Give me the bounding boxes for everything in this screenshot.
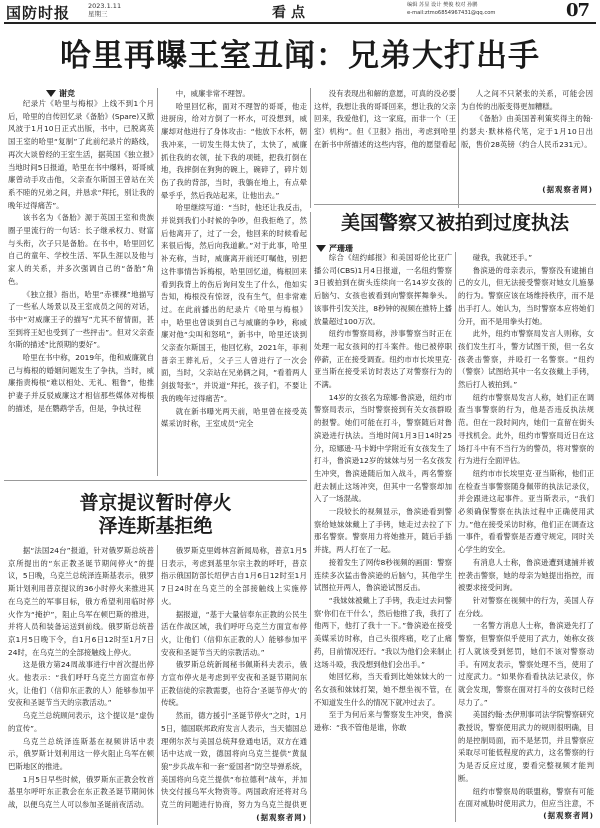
paragraph: 接着发生了网传8秒视频的画面：警察连续多次猛击鲁滨逊的后脑勺，其他学生试图拉开两人，鲁滨逊试图反击。 [314, 557, 452, 593]
paragraph: 哈里在书中称，2019年，他和威廉就自己与梅根的婚姻问题发生了争执，当时，威廉指责梅根“难以相处、无礼、粗鲁”，他推护妻子并反驳威廉这才相信那些媒体对梅根的描述，是在鹦鹉学舌，但是，争执过程 [8, 353, 154, 413]
article3-column-1 [8, 545, 154, 825]
section-divider [314, 204, 596, 205]
article3-headline-line1: 普京提议暂时停火 [79, 492, 232, 514]
article2-headline: 美国警察又被拍到过度执法 [340, 212, 569, 234]
issue-weekday: 星期三 [88, 10, 108, 18]
paragraph: 综合《纽约邮报》和美国哥伦比亚广播公司(CBS)1月4日报道，一名纽约警察3日被拍到在街头连续向一名14岁女孩的后脑勺、女孩也被看到向警察挥舞拳头。该事件引发关注，8秒钟的视频在推特上播放量超过100万次。 [314, 253, 452, 326]
column-divider [458, 88, 459, 208]
column-divider [310, 212, 311, 824]
article2-column-2 [458, 252, 594, 808]
byline-marker-icon [316, 245, 326, 252]
paragraph: 据报道，“基于大量信奉东正教的公民生活在作战区域，我们呼吁乌克兰方面宣布停火，让他们（信仰东正教的人）能够参加平安夜和圣诞节当天的宗教活动。” [161, 609, 307, 657]
editor-names: 编辑 苏显 设计 樊俊 校对 孙鹏 [407, 2, 478, 8]
paragraph: 纽约市警察局的联盟称，警察有可能在面对威胁时使用武力，但应当注意，不 [458, 786, 594, 808]
paragraph: 中，威廉非常不理智。 [175, 89, 250, 98]
article3-credit: (据观察者网) [256, 813, 307, 822]
paragraph: 她回忆称，当天看到比她妹妹大的一名女孩和妹妹打架，她不想坐视不管，在不知道发生什么的情况下就冲过去了。 [314, 672, 452, 707]
paragraph: 14岁的女孩名为琼娜·鲁滨逊，纽约市警察局表示，当时警察接到有关女孩群殴的报警。她们可能在打斗，警察随后对鲁滨逊进行执法。当地时间1月3日14时25分，琼娜逊·马卡姆中学附近有女孩发生了打斗，鲁滨逊12岁的妹妹与另一名女孩发生冲突，鲁滨逊随后加入战斗，两名警察赶去制止这场冲突，但其中一名警察却加入了一场混战。 [314, 392, 452, 504]
paragraph: 这是俄方第24周战事进行中首次提出停火。他表示：“我们呼吁乌克兰方面宣布停火，让他们（信仰东正教的人）能够参加平安夜和圣诞节当天的宗教活动。” [8, 660, 154, 708]
article1-column-2 [161, 88, 307, 476]
paragraph: 至于为何后来与警察发生冲突，鲁滨逊称：“我不管他是谁，你敢 [314, 710, 452, 733]
paragraph: 乌克兰总统泽连斯基在视频讲话中表示，俄罗斯计划利用这一停火阻止乌军在顿巴斯地区的推进。 [8, 736, 154, 771]
article3-headline-line2: 泽连斯基拒绝 [98, 515, 213, 537]
article2-credit: (据观察者网) [543, 811, 594, 820]
article1-column-3 [314, 88, 456, 153]
masthead [0, 0, 600, 22]
column-divider [157, 545, 158, 825]
paragraph: 据“法国24台”报道，针对俄罗斯总统普京所提出的“东正教圣诞节期间停火”的提议，5日晚，乌克兰总统泽连斯基表示，俄罗斯计划利用普京提议的36小时停火来推进其在乌克兰的军事目标，俄方希望利用临时停火作为“掩护”，阻止乌军在顿巴斯的推进，并将人员和装备运送到前线。俄罗斯总统普京1月5日晚下令，自1月6日12时至1月7日24时，在乌克兰的全部接触线上停火。 [8, 546, 154, 657]
newspaper-logo: 国防时报 [6, 4, 71, 22]
article1-column-1 [8, 98, 154, 476]
issue-date-block [88, 2, 121, 18]
paragraph: 1月5日早些时候，俄罗斯东正教会牧首基里尔呼吁东正教会在东正教圣诞节期间休战，以便乌克兰人可以参加圣诞前夜活动。 [8, 774, 154, 810]
paragraph: 有消息人士称，鲁滨逊遭到逮捕并被控袭击警察，她的母亲为她提出指控，而被要求接受问询。 [458, 557, 594, 593]
paragraph: 碰我，我就还手。” [472, 253, 533, 262]
article1-column-4 [461, 88, 593, 153]
paragraph: 该书名为《备胎》源于英国王室和贵族圈子里流行的一句话：长子继承权力、财富与头衔，次子只是备胎。在书中，哈里回忆自己的童年、学校生活、军队生涯以及他与家人的关系，并多次强调自己的“备胎”角色。 [8, 213, 154, 286]
paragraph: 就在新书曝光两天前，哈里曾在接受英媒采访时称，王室成员“完全 [161, 406, 307, 429]
paragraph: 然而，德方援引“圣诞节停火”之时，1月5日，德国联邦政府发言人表示，当天德国总理朔尔茨与美国总统拜登通电话，双方在通话中达成一致，德国将向乌克兰提供“黄鼠狼”步兵战车和一套“爱国者”防空导弹系统，美国将向乌克兰提供“布拉德利”战车，并加快交付援乌军火物资等。两国政府还将对乌克兰的问题进行协商，努力为乌克兰提供更 [161, 711, 307, 810]
paragraph: 俄罗斯克里姆林宫新闻局称，普京1月5日表示，考虑到基里尔宗主教的呼吁，普京指示俄国防部长绍伊古自1月6日12时至1月7日24时在乌克兰的全部接触线上实施停火。 [161, 546, 307, 606]
paragraph: 《独立报》指出，哈里“赤裸裸”地描写了一些私人场景以及王室成员之间的对话，书中“对威廉王子的描写”尤其不留情面，甚至到将王妃也受到了一些抨击”。但对父亲查尔斯的描述“比预期的要好”。 [8, 289, 154, 350]
article2-column-1 [314, 252, 452, 822]
article3-headline [4, 492, 307, 538]
article3-column-2 [161, 545, 307, 811]
issue-date: 2023.1.11 [88, 2, 122, 10]
column-divider [157, 88, 158, 476]
paragraph: 纪录片《哈里与梅根》上线不到1个月后，哈里的自传回忆录《备胎》(Spare)又掀风波于1月10日正式出版，书中，已脱离英国王室的哈里“复制”了此前纪录片的路线，再次大谈曾经的王室生活，据英国《独立报》当地时间5日报道，哈里在书中爆料，哥哥威廉曾动手攻击他，父亲查尔斯国王曾站在关系不睦的兄弟之间，并恳求“拜托，别让我的晚年过得痛苦”。 [8, 99, 154, 210]
paragraph: 人之间不只紧张的关系，可能会因为自传的出版变得更加糟糕。 [461, 89, 593, 111]
paragraph: 纽约市警察局发言人称，她们正在调查当事警察的行为，他是否违反执法规范。但在一段时间内，她们一直留在街头寻找机会。此外，纽约市警察局近日在这场打斗中有不当行为的警员，将对警察的行为进行全面评估。 [458, 392, 594, 466]
paragraph: 一名警方消息人士称，鲁滨逊先打了警察，但警察似乎使用了武力，她称女孩打人就该受到惩罚，她们不该对警察动手。有网友表示，警察处理不当，使用了过度武力。“如果你看看执法记录仪，你就会发现，警察在面对打斗的女孩时已经尽力了。” [458, 621, 594, 707]
paragraph: 一段较长的视频显示，鲁滨逊看到警察给她妹妹戴上了手铐，她走过去拉了下那名警察。警察用力将她推开，随后手插并拢，两人打在了一起。 [314, 507, 452, 555]
paragraph: 哈里继续写道：“当时，他还让我反击，并说到我们小时候的争吵，但我拒绝了，然后他离开了，过了一会，他回来的时候看起来很后悔，然后向我道歉。”对于此事，哈里补充称，当时，威廉离开前还叮嘱他，别把这件事情告诉梅根，哈里回忆道，梅根回来看到我背上的伤后询问发生了什么，他如实告知，梅根没有惊讶，没有生气，但非常难过。在此前播出的纪录片《哈里与梅根》中，哈里也曾谈到自己与威廉的争吵，称威廉对他“尖叫和怒吼”，新书中，哈里还谈到父亲查尔斯国王，他回忆称，2021年，菲利普亲王葬礼后，父子三人曾进行了一次会面，当时，父亲站在兄弟俩之间，“看着两人剑拔弩张”，并说道“拜托，孩子们，不要让我的晚年过得痛苦”。 [161, 203, 307, 403]
contact-email: e-mail:ztmo6854967431@qq.com [407, 9, 496, 16]
column-divider [455, 252, 456, 822]
column-divider [310, 88, 311, 208]
article1-credit: (据观察者网) [542, 185, 593, 194]
section-title: 看点 [272, 5, 310, 21]
article2-author: 严珊珊 [329, 244, 353, 253]
page-number: 07 [566, 0, 590, 21]
paragraph: 《备胎》由美国普利策奖得主的翰·约瑟夫·默林格代笔，定于1月10日出版，售价28英镑（约合人民币231元）。 [461, 114, 593, 149]
paragraph: 鲁滨逊的母亲表示，警察没有逮捕自己的女儿，但无法接受警察对她女儿施暴的行为。警察应该在场维持秩序，而不是出手打人。她认为，当时警察本应将她们分开，而不是用拳头打她。 [458, 265, 594, 326]
editor-credits [407, 2, 495, 17]
article1-author: 谢竞 [59, 89, 75, 98]
header-rule [4, 22, 596, 24]
paragraph: “我妹妹被戴上了手铐，我走过去问警察‘你们在干什么’，然后他推了我，我打了他两下，他打了我十一下。”鲁滨逊在接受美媒采访时称，自己头很疼痛，吃了止痛药，目前情况还行。“我以为他们会来制止这场斗殴，我没想到他们会出手。” [314, 595, 452, 669]
section-divider [4, 480, 307, 481]
paragraph: 美国约翰·杰伊刑事司法学院警察研究教授说，警察使用武力的规则很明确，目的是控制局面，而不是惩罚，并且警察应采取尽可能低程度的武力，这名警察的行为是否反应过度，要看完整视频才能判断。 [458, 710, 594, 783]
paragraph: 乌克兰总统顾问表示，这个提议是“虚伪的宣传”。 [8, 711, 154, 733]
paragraph: 针对警察在视频中的行为，美国人存在分歧。 [458, 595, 594, 618]
byline-marker-icon [46, 90, 56, 97]
paragraph: 俄罗斯总统新闻秘书佩斯科夫表示，俄方宣布停火是考虑到平安夜和圣诞节期间东正教信徒的宗教需要，也符合‘圣诞节停火’的传统。 [161, 660, 307, 708]
paragraph: 哈里回忆称，面对不理智的哥哥，他走进厨房，给对方倒了一杯水，可没想到，威廉却对他进行了身体攻击：“他放下水杯，朝我冲来，一切发生得太快了，太快了，威廉抓住我的衣领，扯下我的项链，把我打倒在地，我摔倒在狗狗的碗上，碗碎了，碎片划伤了我的背部，当时，我躺在地上，有点晕晕乎乎，然后我站起来，让他出去。” [161, 101, 307, 200]
paragraph: 没有表现出和解的意愿，可真的没必要这样，我想让我的哥哥回来，想让我的父亲回来，我爱他们，这一家庭，而非一个（王室）机构”。但《卫报》指出，考虑到哈里在新书中所描述的这些内容，他的愿望看起 [314, 89, 456, 149]
paragraph: 纽约市警察局称，涉事警察当时正在处理一起女孩间的打斗案件。他已被停职停薪，正在接受调查。纽约市市长埃里克·亚当斯在接受采访时表达了对警察行为的不满。 [314, 329, 452, 390]
main-headline: 哈里再曝王室丑闻：兄弟大打出手 [60, 38, 540, 74]
paragraph: 纽约市市长埃里克·亚当斯称，他们正在检查当事警察随身佩带的执法记录仪，并会跟进这起事件。亚当斯表示，“我们必须确保警察在执法过程中正确使用武力。”他在接受采访时称，他们正在调查这一事件，看看警察是否遵守规定，同时关心学生的安全。 [458, 468, 594, 555]
paragraph: 此外，纽约市警察局发言人则称，女孩们发生打斗，警方试图干预，但一名女孩袭击警察，并殴打一名警察。“纽约（警察）试图给其中一名女孩戴上手铐，然后打人被拍到。” [458, 329, 594, 390]
